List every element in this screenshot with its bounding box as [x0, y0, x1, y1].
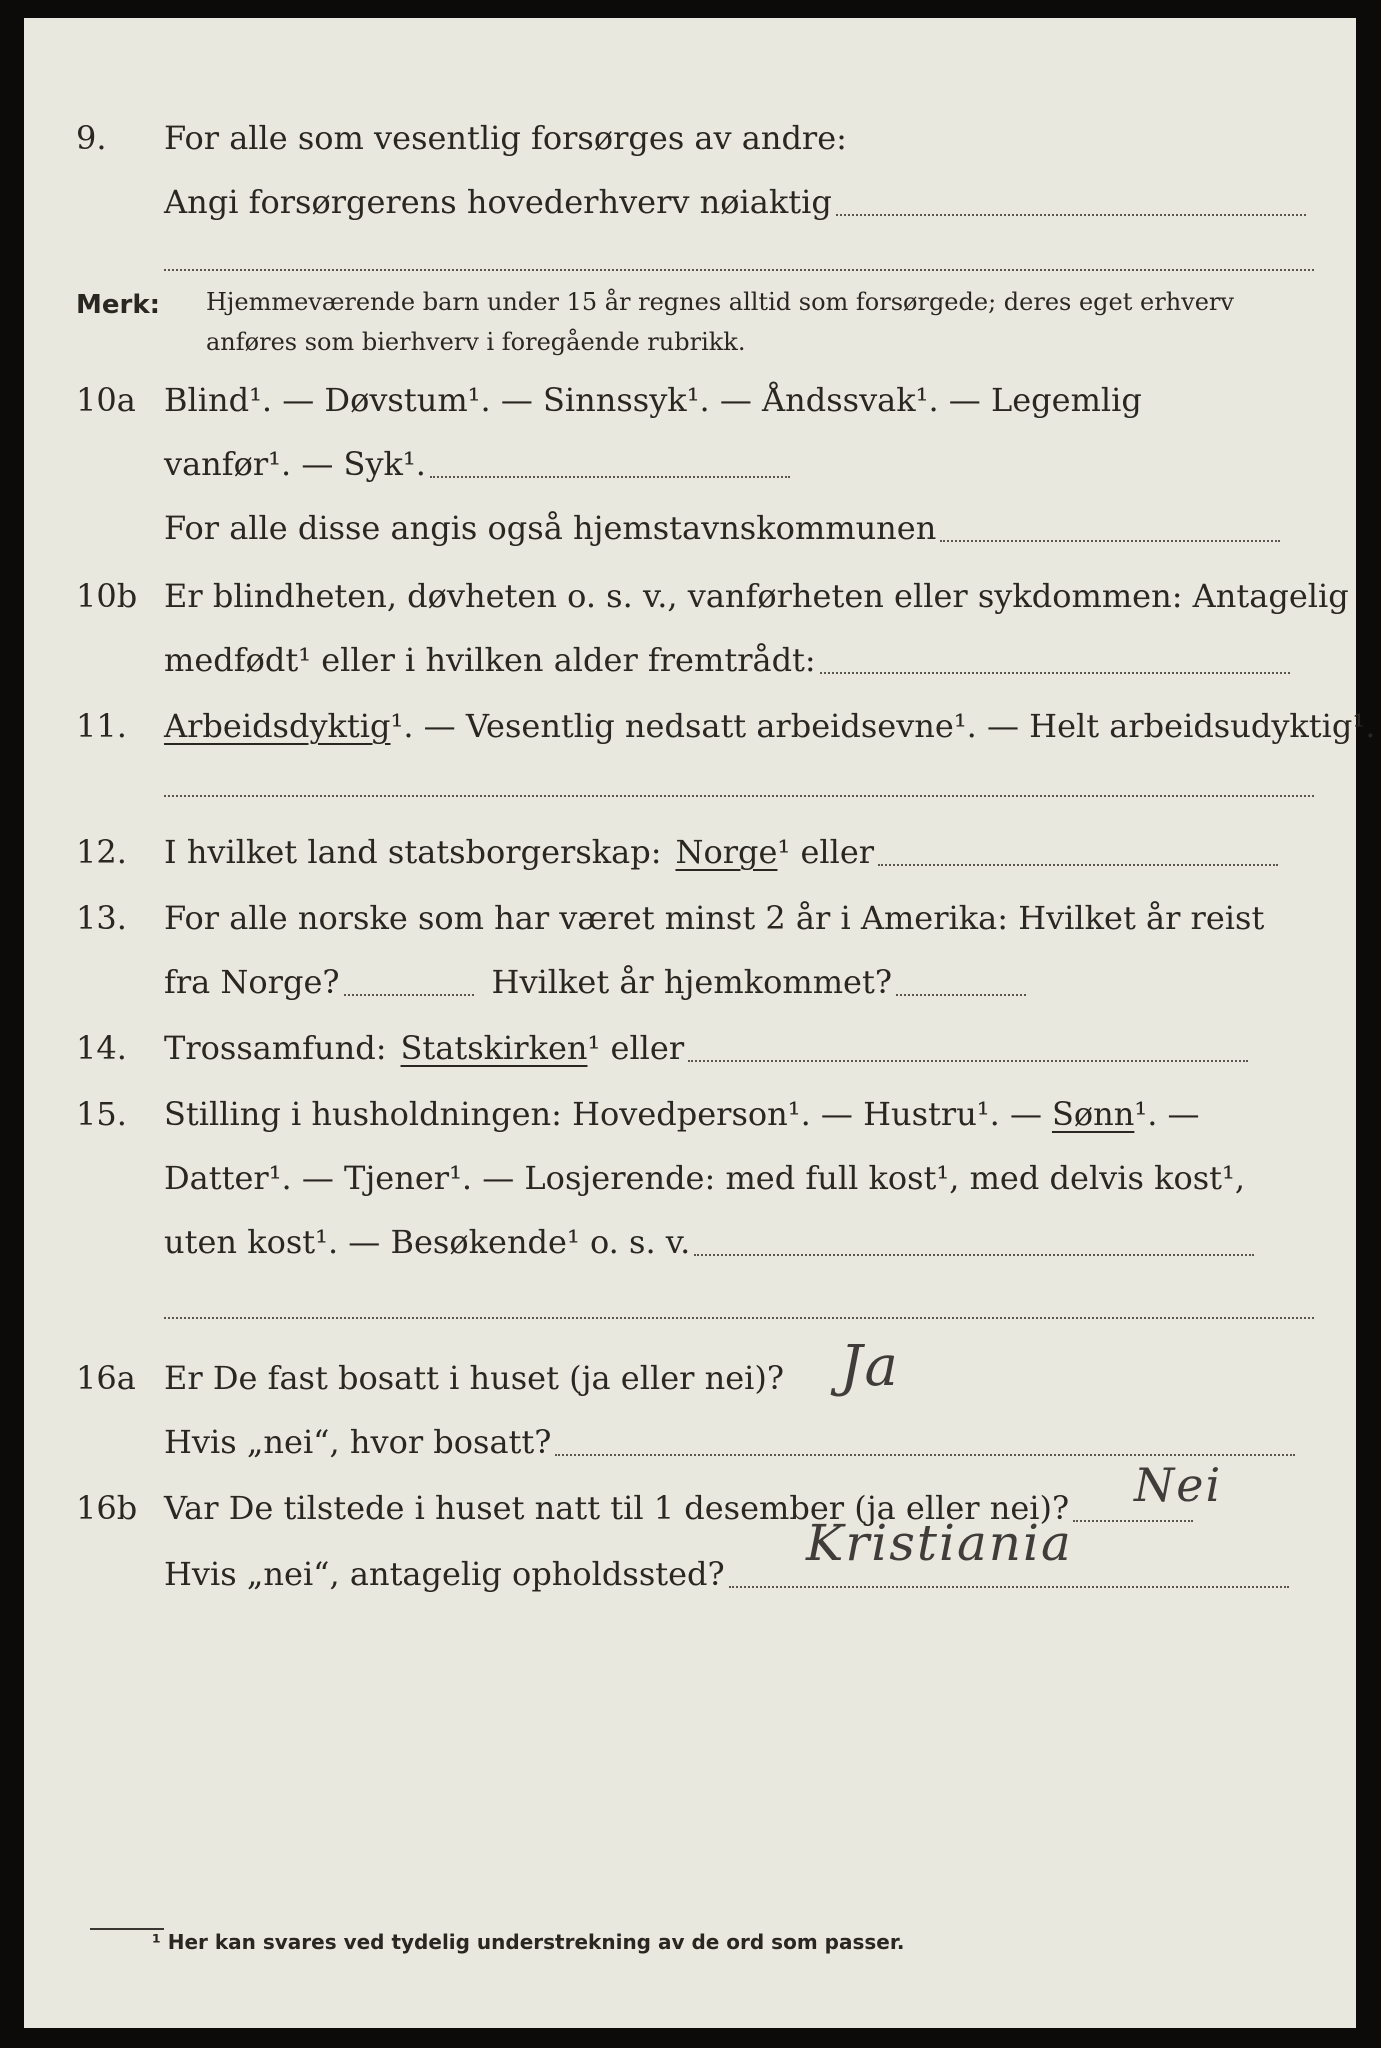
q10b-row	[24, 568, 1356, 624]
q13-row-2	[24, 954, 1356, 1010]
q11-number: 11.	[76, 707, 127, 745]
q16b-row-2	[24, 1546, 1356, 1602]
q15-question-tail: ¹. —	[1134, 1095, 1200, 1133]
merk-note-line-2: anføres som bierhverv i foregående rubrikk.	[206, 328, 746, 356]
q11-option-arbeidsdyktig[interactable]: Arbeidsdyktig	[164, 707, 391, 745]
q10b-number: 10b	[76, 577, 138, 615]
q9-number: 9.	[76, 119, 107, 157]
q16b-place-line[interactable]	[729, 1585, 1289, 1588]
q10a-home-line[interactable]	[940, 539, 1280, 542]
q13-hjemkommet-label: Hvilket år hjemkommet?	[491, 963, 892, 1001]
q16b-question-2: Hvis „nei“, antagelig opholdssted?	[164, 1555, 725, 1593]
q14-number: 14.	[76, 1029, 127, 1067]
q15-option-sonn[interactable]: Sønn	[1051, 1095, 1135, 1133]
q16a-number: 16a	[76, 1359, 136, 1397]
q16b-answer-line[interactable]	[1073, 1519, 1193, 1522]
q9-question: For alle som vesentlig forsørges av andre:	[164, 119, 847, 157]
footnote: ¹ Her kan svares ved tydelig understrekning av de ord som passer.	[152, 1930, 905, 1954]
q12-option-eller: ¹ eller	[777, 833, 875, 871]
q14-option-eller: ¹ eller	[587, 1029, 685, 1067]
q13-number: 13.	[76, 899, 127, 937]
q14-question: Trossamfund:	[164, 1029, 387, 1067]
q15-answer-line-2[interactable]	[164, 1316, 1314, 1319]
q13-question: For alle norske som har været minst 2 år i Amerika: Hvilket år reist	[164, 899, 1265, 937]
q12-question: I hvilket land statsborgerskap:	[164, 833, 662, 871]
q16b-place-handwritten[interactable]: Kristiania	[806, 1514, 1073, 1572]
q10a-question: Blind¹. — Døvstum¹. — Sinnssyk¹. — Åndssvak¹. — Legemlig	[164, 381, 1142, 419]
q11-row	[24, 698, 1376, 754]
q10a-options-2: vanfør¹. — Syk¹.	[164, 445, 426, 483]
q9-answer-line[interactable]	[836, 213, 1306, 216]
q9-question-2: Angi forsørgerens hovederhverv nøiaktig	[164, 183, 832, 221]
q12-answer-line[interactable]	[878, 863, 1278, 866]
q12-option-norge[interactable]: Norge	[675, 833, 778, 871]
q13-row	[24, 890, 1356, 946]
q11-answer-line[interactable]	[164, 794, 1314, 797]
q14-option-statskirken[interactable]: Statskirken	[400, 1029, 588, 1067]
q15-options-2: Datter¹. — Tjener¹. — Losjerende: med full kost¹, med delvis kost¹,	[164, 1159, 1246, 1197]
q9-row	[24, 110, 1356, 166]
q9-answer-line-2[interactable]	[164, 268, 1314, 271]
q10a-number: 10a	[76, 381, 136, 419]
q16b-number: 16b	[76, 1489, 138, 1527]
q15-number: 15.	[76, 1095, 127, 1133]
q10b-row-2	[24, 632, 1356, 688]
q15-options-3: uten kost¹. — Besøkende¹ o. s. v.	[164, 1223, 691, 1261]
q10a-row-2	[24, 436, 1356, 492]
q16a-answer-line[interactable]	[555, 1453, 1295, 1456]
q14-answer-line[interactable]	[688, 1059, 1248, 1062]
q11-options: ¹. — Vesentlig nedsatt arbeidsevne¹. — Helt arbeidsudyktig¹.	[390, 707, 1376, 745]
q10b-question: Er blindheten, døvheten o. s. v., vanførheten eller sykdommen: Antagelig	[164, 577, 1349, 615]
q12-row	[24, 824, 1356, 880]
q14-row	[24, 1020, 1356, 1076]
q16a-answer-handwritten[interactable]: Ja	[840, 1334, 900, 1399]
q15-answer-line[interactable]	[694, 1253, 1254, 1256]
q13-hjemkommet-line[interactable]	[896, 993, 1026, 996]
q12-number: 12.	[76, 833, 127, 871]
q9-row-2	[24, 174, 1356, 230]
q16a-question-2: Hvis „nei“, hvor bosatt?	[164, 1423, 552, 1461]
q13-reist-line[interactable]	[344, 993, 474, 996]
q16b-question: Var De tilstede i huset natt til 1 desember (ja eller nei)?	[164, 1489, 1070, 1527]
merk-note-line-1: Hjemmeværende barn under 15 år regnes alltid som forsørgede; deres eget erhverv	[206, 288, 1234, 316]
q15-row-3	[24, 1214, 1356, 1270]
census-form-page	[24, 18, 1376, 2028]
q15-row	[24, 1086, 1356, 1142]
q10b-answer-line[interactable]	[820, 671, 1290, 674]
q10b-question-2: medfødt¹ eller i hvilken alder fremtrådt:	[164, 641, 816, 679]
q10a-answer-line[interactable]	[430, 475, 790, 478]
q10a-row	[24, 372, 1356, 428]
q10a-row-3	[24, 500, 1356, 556]
q15-row-2	[24, 1150, 1356, 1206]
merk-label: Merk:	[76, 290, 161, 320]
merk-note	[206, 282, 1326, 362]
q15-question: Stilling i husholdningen: Hovedperson¹. — Hustru¹. —	[164, 1095, 1042, 1133]
q13-reist-label: fra Norge?	[164, 963, 340, 1001]
q16a-row	[24, 1350, 1356, 1406]
q16a-question: Er De fast bosatt i huset (ja eller nei)?	[164, 1359, 785, 1397]
q10a-question-3: For alle disse angis også hjemstavnskommunen	[164, 509, 937, 547]
q16b-answer-handwritten[interactable]: Nei	[1134, 1458, 1223, 1512]
